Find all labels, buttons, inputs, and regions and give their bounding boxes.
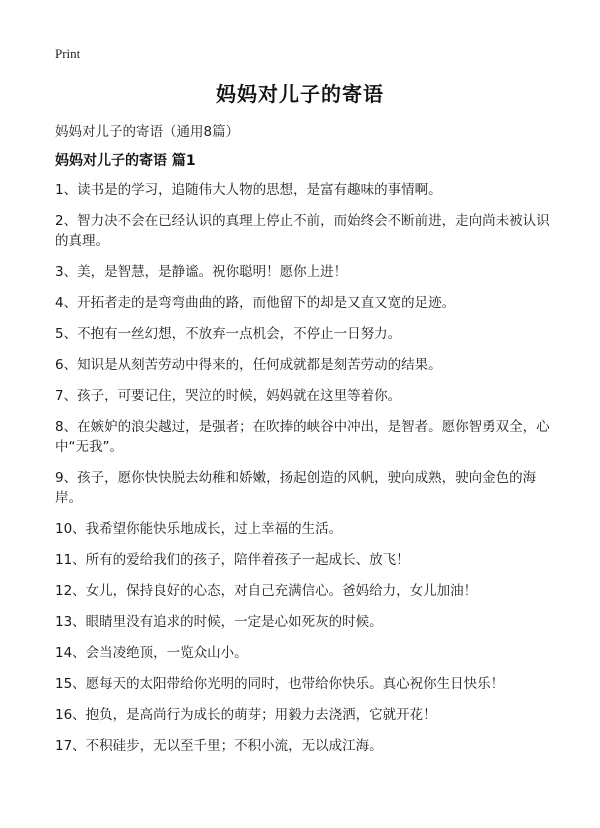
list-item: 14、会当凌绝顶，一览众山小。 bbox=[55, 645, 248, 661]
list-item: 16、抱负，是高尚行为成长的萌芽；用毅力去浇洒，它就开花！ bbox=[55, 707, 437, 723]
document-subtitle: 妈妈对儿子的寄语（通用8篇） bbox=[55, 124, 240, 140]
list-item: 6、知识是从刻苦劳动中得来的，任何成就都是刻苦劳动的结果。 bbox=[55, 357, 442, 373]
list-item: 15、愿每天的太阳带给你光明的同时，也带给你快乐。真心祝你生日快乐！ bbox=[55, 676, 505, 692]
list-item: 4、开拓者走的是弯弯曲曲的路，而他留下的却是又直又宽的足迹。 bbox=[55, 295, 456, 311]
message-list bbox=[55, 180, 555, 767]
list-item: 3、美，是智慧，是静谧。祝你聪明！愿你上进！ bbox=[55, 264, 348, 280]
list-item: 13、眼睛里没有追求的时候，一定是心如死灰的时候。 bbox=[55, 614, 383, 630]
list-item: 17、不积硅步，无以至千里；不积小流，无以成江海。 bbox=[55, 738, 383, 754]
list-item: 1、读书是的学习，追随伟大人物的思想，是富有趣味的事情啊。 bbox=[55, 182, 442, 198]
document-title: 妈妈对儿子的寄语 bbox=[216, 82, 384, 106]
print-label: Print bbox=[55, 46, 81, 61]
list-item: 10、我希望你能快乐地成长，过上幸福的生活。 bbox=[55, 521, 343, 537]
list-item: 8、在嫉妒的浪尖越过，是强者；在吹捧的峡谷中冲出，是智者。愿你智勇双全，心中“无我”。 bbox=[55, 419, 550, 455]
list-item: 12、女儿，保持良好的心态，对自己充满信心。爸妈给力，女儿加油！ bbox=[55, 583, 478, 599]
section-heading: 妈妈对儿子的寄语 篇1 bbox=[55, 153, 196, 169]
list-item: 2、智力决不会在已经认识的真理上停止不前，而始终会不断前进，走向尚未被认识的真理。 bbox=[55, 213, 550, 249]
list-item: 11、所有的爱给我们的孩子，陪伴着孩子一起成长、放飞！ bbox=[55, 552, 410, 568]
list-item: 7、孩子，可要记住，哭泣的时候，妈妈就在这里等着你。 bbox=[55, 388, 402, 404]
list-item: 9、孩子，愿你快快脱去幼稚和娇嫩，扬起创造的风帆，驶向成熟，驶向金色的海岸。 bbox=[55, 470, 537, 506]
list-item: 5、不抱有一丝幻想，不放弃一点机会，不停止一日努力。 bbox=[55, 326, 402, 342]
